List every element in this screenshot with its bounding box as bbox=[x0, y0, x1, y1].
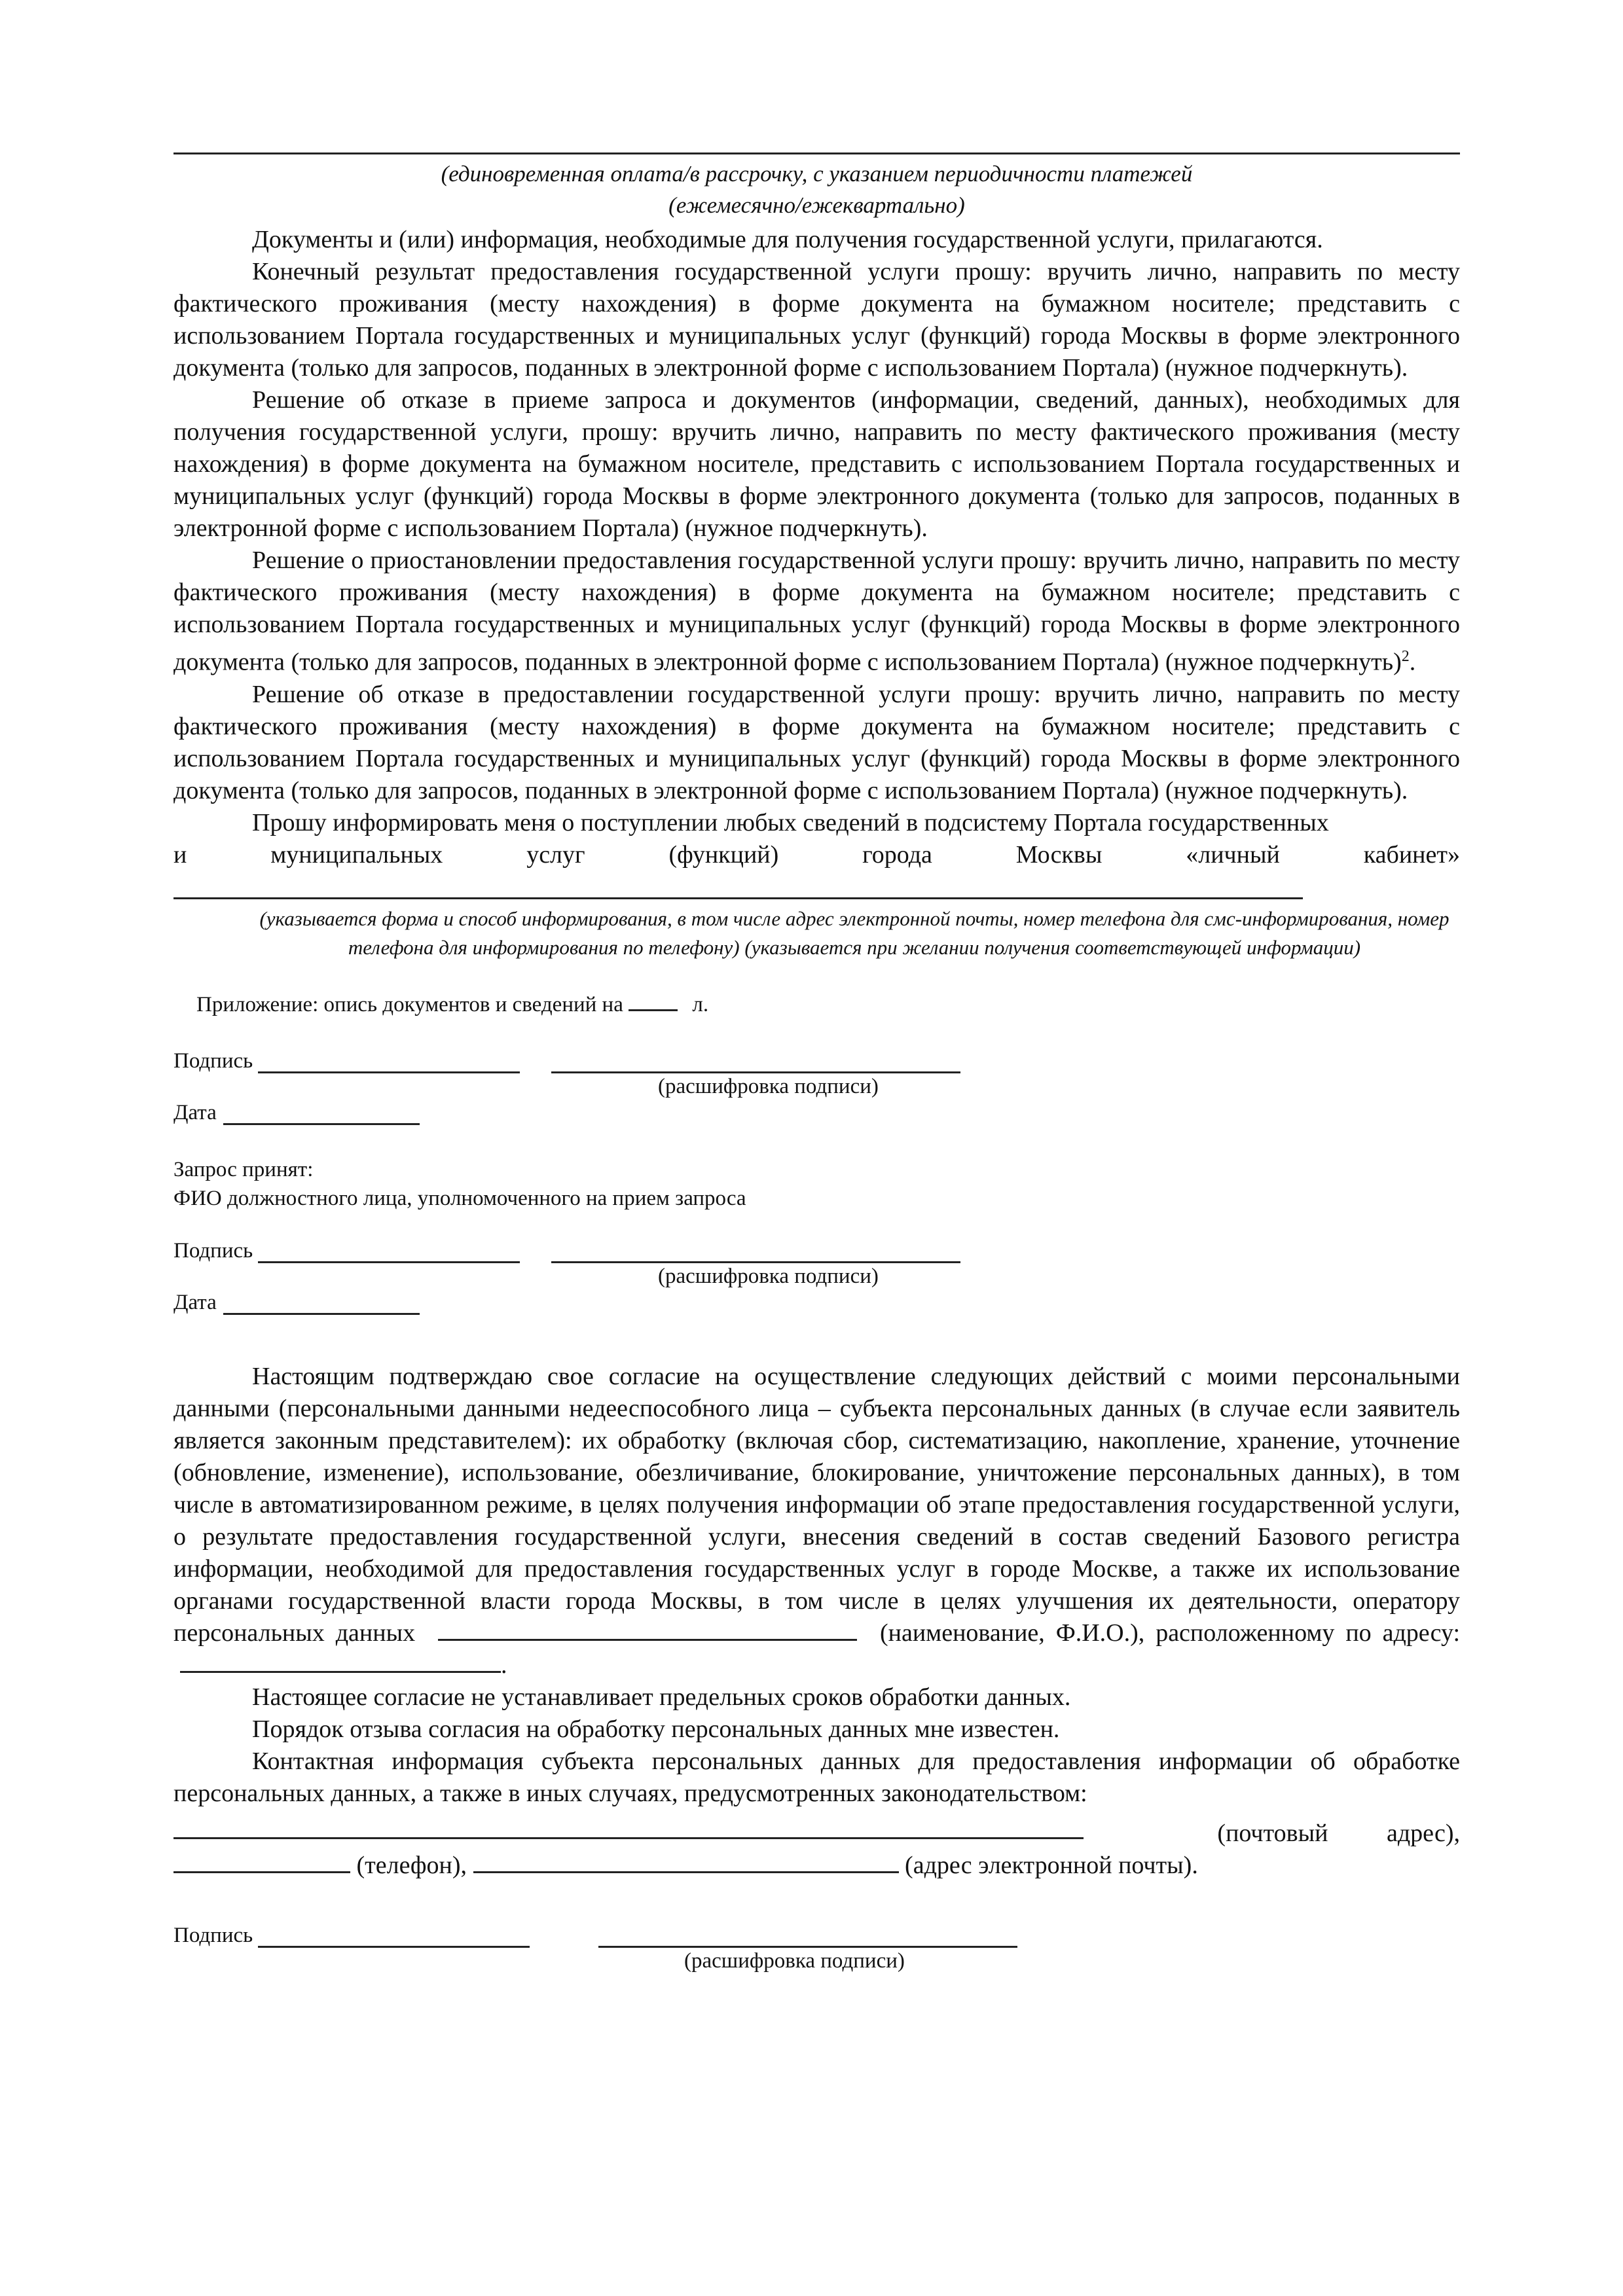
phone-label: (телефон), bbox=[356, 1851, 467, 1879]
inform-paragraph-line2 bbox=[173, 839, 1460, 871]
signature-decode-label: (расшифровка подписи) bbox=[684, 1948, 905, 1973]
signature-field[interactable] bbox=[258, 1242, 520, 1263]
inform-word: (функций) bbox=[668, 840, 779, 869]
postal-address-field[interactable] bbox=[173, 1818, 1084, 1839]
payment-caption-line2: (ежемесячно/ежеквартально) bbox=[668, 192, 965, 218]
docs-attached-paragraph: Документы и (или) информация, необходимые для получения государственной услуги, прилагаются. bbox=[252, 226, 1323, 253]
signature-decode-label: (расшифровка подписи) bbox=[658, 1074, 879, 1098]
appendix-prefix: Приложение: опись документов и сведений на bbox=[196, 992, 623, 1016]
footnote-marker: 2 bbox=[1401, 648, 1410, 665]
date-label: Дата bbox=[173, 1100, 217, 1124]
contact-paragraph: Контактная информация субъекта персональных данных для предоставления информации об обработке персональных данных, а также в иных случаях, предусмотренных законодательством: bbox=[173, 1747, 1460, 1807]
date-row-2 bbox=[173, 1291, 1460, 1315]
suspension-paragraph: Решение о приостановлении предоставления государственной услуги прошу: вручить лично, направить по месту фактического проживания (месту нахождения) в форме документа на бумажном носителе; представить с использованием Портала государственных и муниципальных услуг (функций) города Москвы в форме электронного документа (только для запросов, поданных в электронной форме с использованием Портала) (нужное подчеркнуть)$^2$. bbox=[173, 547, 1460, 676]
inform-word: услуг bbox=[526, 840, 585, 869]
signature-field[interactable] bbox=[258, 1926, 530, 1948]
inform-blank-line[interactable] bbox=[173, 897, 1303, 899]
signature-decode-field[interactable] bbox=[551, 1052, 960, 1073]
phone-email-row bbox=[173, 1850, 1460, 1882]
email-field[interactable] bbox=[473, 1852, 899, 1873]
appendix-suffix: л. bbox=[692, 992, 709, 1016]
signature-decode-field[interactable] bbox=[551, 1242, 960, 1263]
signature-label: Подпись bbox=[173, 1049, 253, 1073]
request-accepted-title: Запрос принят: bbox=[173, 1157, 314, 1181]
inform-word: города bbox=[862, 840, 932, 869]
operator-field[interactable] bbox=[438, 1619, 857, 1641]
inform-word: Москвы bbox=[1015, 840, 1103, 869]
payment-caption-line1: (единовременная оплата/в рассрочку, с указанием периодичности платежей bbox=[441, 161, 1193, 187]
consent-paragraph: Настоящим подтверждаю свое согласие на осуществление следующих действий с моими персональными данными (персональными данными недееспособного лица – субъекта персональных данных (в случае если заявитель является законным представителем): их обработку (включая сбор, систематизацию, накопление, хранение, уточнение (обновление, изменение), использование, обезличивание, блокирование, уничтожение персональных данных), в том числе в автоматизированном режиме, в целях получения информации об этапе предоставления государственной услуги, о результате предоставления государственной услуги, внесения сведений в состав сведений Базового регистра информации, необходимой для предоставления государственных услуг в городе Москве, а также их использование органами государственной власти города Москвы, в том числе в целях улучшения их деятельности, оператору персональных данных (наименование, Ф.И.О.), расположенному по адресу: . bbox=[173, 1362, 1461, 1679]
suspension-text: Решение о приостановлении предоставления государственной услуги прошу: вручить лично, направить по месту фактического проживания (месту нахождения) в форме документа на бумажном носителе; представить с использованием Портала государственных и муниципальных услуг (функций) города Москвы в форме электронного документа (только для запросов, поданных в электронной форме с использованием Портала) (нужное подчеркнуть) bbox=[173, 547, 1460, 676]
inform-word: и bbox=[173, 840, 187, 869]
postal-row bbox=[173, 1818, 1460, 1850]
refusal-service-paragraph: Решение об отказе в предоставлении государственной услуги прошу: вручить лично, направить по месту фактического проживания (месту нахождения) в форме документа на бумажном носителе; представить с использованием Портала государственных и муниципальных услуг (функций) города Москвы в форме электронного документа (только для запросов, поданных в электронной форме с использованием Портала) (нужное подчеркнуть). bbox=[173, 680, 1460, 804]
top-rule bbox=[173, 152, 1460, 154]
phone-field[interactable] bbox=[173, 1852, 350, 1873]
request-accepted-official: ФИО должностного лица, уполномоченного на прием запроса bbox=[173, 1186, 746, 1210]
appendix-pages-field[interactable] bbox=[629, 990, 678, 1011]
signature-field[interactable] bbox=[258, 1052, 520, 1073]
document-page bbox=[173, 147, 1460, 1974]
inform-caption: (указывается форма и способ информирования, в том числе адрес электронной почты, номер телефона для смс-информирования, номер телефона для информирования по телефону) (указывается при желании получения соответствующей информации) bbox=[259, 906, 1450, 959]
inform-word: муниципальных bbox=[270, 840, 443, 869]
refusal-acceptance-paragraph: Решение об отказе в приеме запроса и документов (информации, сведений, данных), необходимых для получения государственной услуги, прошу: вручить лично, направить по месту фактического проживания (месту нахождения) в форме документа на бумажном носителе, представить с использованием Портала государственных и муниципальных услуг (функций) города Москвы в форме электронного документа (только для запросов, поданных в электронной форме с использованием Портала) (нужное подчеркнуть). bbox=[173, 386, 1460, 542]
address-field[interactable] bbox=[180, 1651, 501, 1673]
signature-label: Подпись bbox=[173, 1238, 253, 1263]
signature-label: Подпись bbox=[173, 1923, 253, 1947]
appendix-line bbox=[173, 990, 1460, 1019]
date-field[interactable] bbox=[223, 1103, 420, 1125]
postal-label: (почтовый адрес), bbox=[1217, 1819, 1460, 1847]
inform-word: кабинет» bbox=[1363, 840, 1460, 869]
email-label: (адрес электронной почты). bbox=[905, 1851, 1198, 1879]
signature-decode-label: (расшифровка подписи) bbox=[658, 1264, 879, 1288]
consent-text: Настоящим подтверждаю свое согласие на осуществление следующих действий с моими персональными данными (персональными данными недееспособного лица – субъекта персональных данных (в случае если заявитель является законным представителем): их обработку (включая сбор, систематизацию, накопление, хранение, уточнение (обновление, изменение), использование, обезличивание, блокирование, уничтожение персональных данных), в том числе в автоматизированном режиме, в целях получения информации об этапе предоставления государственной услуги, о результате предоставления государственной услуги, внесения сведений в состав сведений Базового регистра информации, необходимой для предоставления государственных услуг в городе Москве, а также их использование органами государственной власти города Москвы, в том числе в целях улучшения их деятельности, оператору персональных данных bbox=[173, 1362, 1460, 1647]
signature-decode-field[interactable] bbox=[598, 1926, 1017, 1948]
no-limits-paragraph: Настоящее согласие не устанавливает предельных сроков обработки данных. bbox=[252, 1683, 1071, 1711]
signature-row-2 bbox=[173, 1239, 1460, 1263]
date-label: Дата bbox=[173, 1290, 217, 1314]
signature-row-3 bbox=[173, 1924, 1460, 1948]
final-result-paragraph: Конечный результат предоставления государственной услуги прошу: вручить лично, направить по месту фактического проживания (месту нахождения) в форме документа на бумажном носителе; представить с использованием Портала государственных и муниципальных услуг (функций) города Москвы в форме электронного документа (только для запросов, поданных в электронной форме с использованием Портала) (нужное подчеркнуть). bbox=[173, 258, 1460, 382]
operator-suffix: (наименование, Ф.И.О.), расположенному по bbox=[879, 1619, 1372, 1647]
date-field[interactable] bbox=[223, 1293, 420, 1315]
inform-paragraph-line1: Прошу информировать меня о поступлении любых сведений в подсистему Портала государственных bbox=[252, 808, 1329, 836]
address-label: адресу: bbox=[1382, 1619, 1461, 1647]
signature-row-1 bbox=[173, 1049, 1460, 1073]
date-row-1 bbox=[173, 1101, 1460, 1125]
revocation-paragraph: Порядок отзыва согласия на обработку персональных данных мне известен. bbox=[252, 1715, 1060, 1743]
inform-word: «личный bbox=[1186, 840, 1280, 869]
